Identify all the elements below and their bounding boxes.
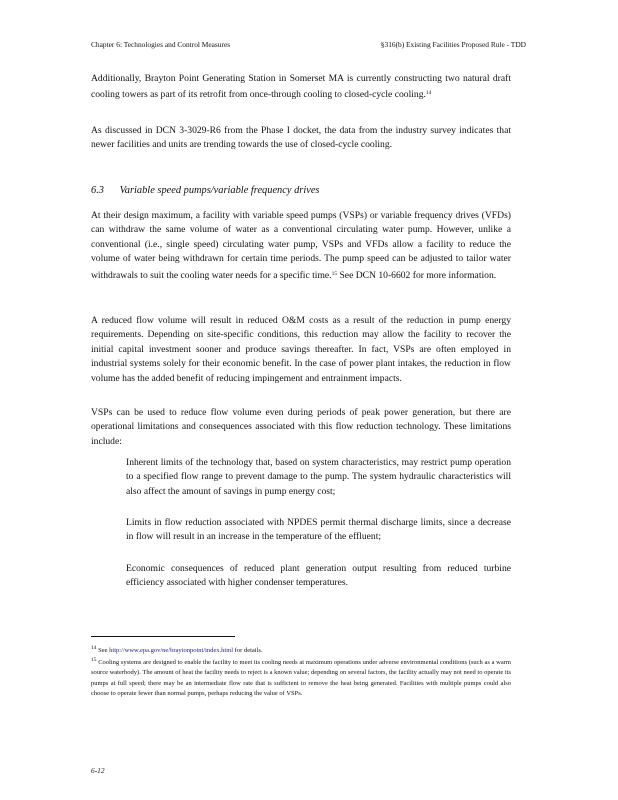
footnote-ref-14[interactable]: 14 (425, 90, 432, 97)
paragraph-text-tail: See DCN 10-6602 for more information. (337, 269, 497, 281)
paragraph-limitations: VSPs can be used to reduce flow volume even during periods of peak power generation, but there are operational limitations and consequences associated with this flow reduction technology. These limitations include: (91, 407, 511, 447)
section-number: 6.3 (91, 185, 104, 196)
footnote-ref-15[interactable]: 15 (331, 270, 338, 277)
footnote-text: See (96, 647, 110, 654)
paragraph-om-costs: A reduced flow volume will result in reduced O&M costs as a result of the reduction in pump energy requirements. Depending on site-specific conditions, this reduction may allow the facility to recover the initial capital investment sooner and produce savings thereafter. In fact, VSPs are often employed in industrial systems solely for their economic benefit. In the case of power plant intakes, the reduction in flow volume has the added benefit of reducing impingement and entrainment impacts. (91, 315, 511, 384)
paragraph-dcn-survey: As discussed in DCN 3-3029-R6 from the Phase I docket, the data from the industry survey indicates that newer facilities and units are trending towards the use of closed-cycle cooling. (91, 125, 511, 151)
paragraph-vsp-intro (91, 209, 511, 283)
running-header-right: §316(b) Existing Facilities Proposed Rule - TDD (380, 40, 526, 49)
footnote-separator (91, 636, 235, 637)
footnote-number: 14 (91, 645, 97, 651)
bullet-item: Limits in flow reduction associated with NPDES permit thermal discharge limits, since a decrease in flow will result in an increase in the temperature of the effluent; (126, 517, 511, 543)
bullet-item: Inherent limits of the technology that, based on system characteristics, may restrict pump operation to a specified flow range to prevent damage to the pump. The system hydraulic characteristics will also affect the amount of savings in pump energy cost; (126, 457, 511, 497)
page-number: 6-12 (91, 766, 105, 775)
running-header-left: Chapter 6: Technologies and Control Measures (91, 40, 231, 49)
bullet-item: Economic consequences of reduced plant generation output resulting from reduced turbine efficiency associated with higher condenser temperatures. (126, 563, 511, 589)
paragraph-brayton-point (91, 72, 511, 103)
footnote-15 (91, 655, 511, 700)
footnote-number: 15 (91, 657, 97, 663)
footnote-link[interactable]: http://www.epa.gov/ne/braytonpoint/index.html (109, 647, 234, 654)
footnote-text-tail: for details. (233, 647, 263, 654)
footnote-text: Cooling systems are designed to enable the facility to meet its cooling needs at maximum operations under adverse environmental conditions (such as a warm source waterbody). The amount of heat the facility needs to reject is a known value; depending on several factors, the facility actually may not need to operate its pumps at full speed; there may be an intermediate flow rate that is sufficient to remove the heat being generated. Facilities with multiple pumps could also choose to operate fewer than normal pumps, perhaps reducing the value of VSPs. (91, 659, 511, 698)
paragraph-text: At their design maximum, a facility with variable speed pumps (VSPs) or variable frequency drives (VFDs) can withdraw the same volume of water as a conventional circulating water pump. However, unlike a conventional (i.e., single speed) circulating water pump, VSPs and VFDs allow a facility to reduce the volume of water being withdrawn for certain time periods. The pump speed can be adjusted to tailor water withdrawals to suit the cooling water needs for a specific time. (91, 210, 511, 281)
section-title: Variable speed pumps/variable frequency drives (119, 185, 320, 196)
section-heading (91, 185, 319, 196)
paragraph-text: Additionally, Brayton Point Generating Station in Somerset MA is currently constructing two natural draft cooling towers as part of its retrofit from once-through cooling to closed-cycle cooling. (91, 73, 511, 101)
